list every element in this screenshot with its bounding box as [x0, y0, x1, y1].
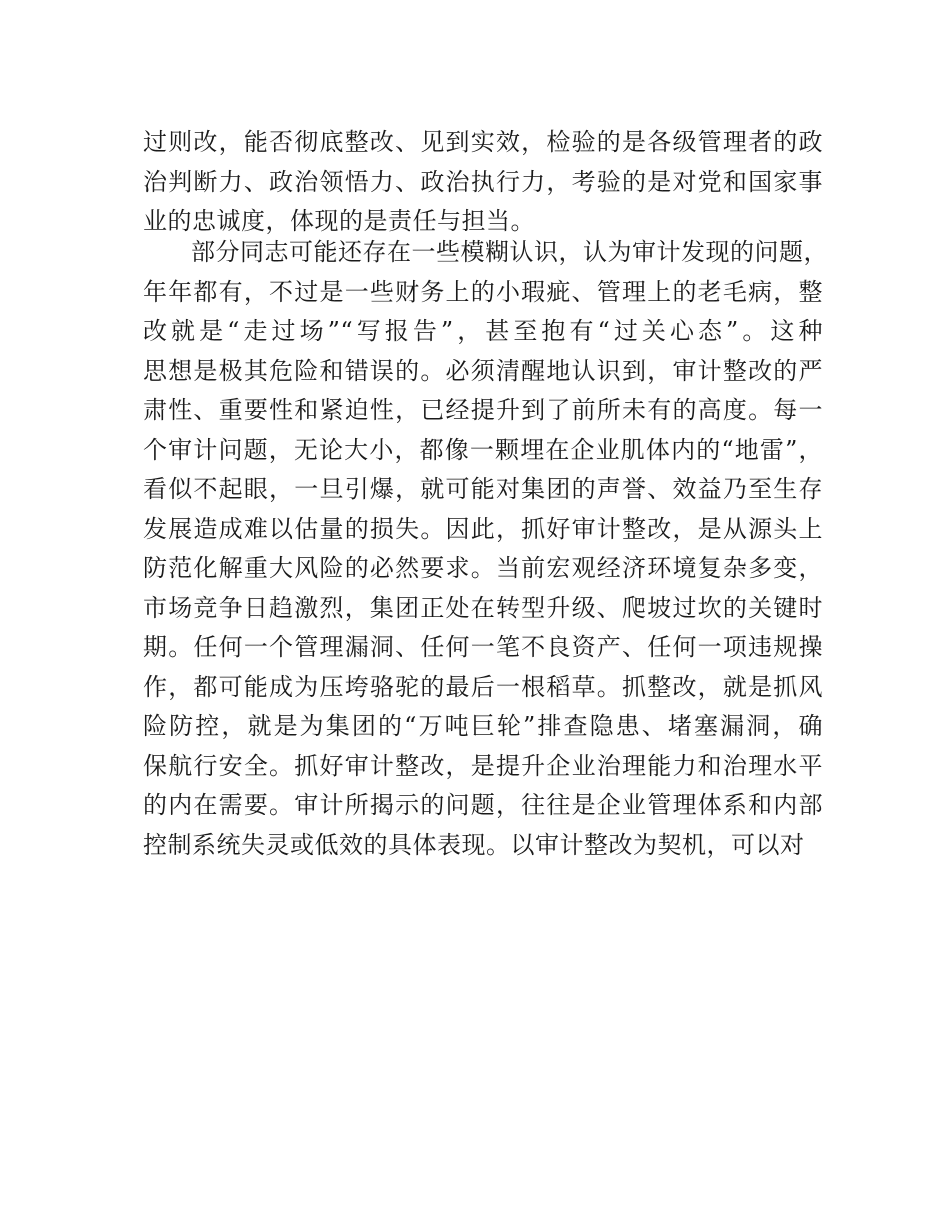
- paragraph-line: 发展造成难以估量的损失。因此，抓好审计整改，是从源头上: [143, 514, 823, 543]
- paragraph-line: 控制系统失灵或低效的具体表现。以审计整改为契机，可以对: [143, 830, 805, 859]
- paragraph-line: 业的忠诚度，体现的是责任与担当。: [143, 207, 535, 235]
- paragraph-line: 年年都有，不过是一些财务上的小瑕疵、管理上的老毛病，整: [143, 277, 823, 306]
- paragraph-line: 看似不起眼，一旦引爆，就可能对集团的声誉、效益乃至生存: [143, 475, 823, 503]
- paragraph-line: 部分同志可能还存在一些模糊认识，认为审计发现的问题，: [191, 238, 828, 266]
- paragraph-1: [143, 123, 823, 242]
- paragraph-line: 过则改，能否彻底整改、见到实效，检验的是各级管理者的政: [143, 128, 823, 156]
- paragraph-line: 的内在需要。审计所揭示的问题，往往是企业管理体系和内部: [143, 791, 823, 819]
- paragraph-line: 期。任何一个管理漏洞、任何一笔不良资产、任何一项违规操: [143, 633, 823, 661]
- paragraph-line: 市场竞争日趋激烈，集团正处在转型升级、爬坡过坎的关键时: [143, 593, 823, 622]
- paragraph-line: 思想是极其危险和错误的。必须清醒地认识到，审计整改的严: [143, 356, 823, 385]
- paragraph-line: 个审计问题，无论大小，都像一颗埋在企业肌体内的“地雷”，: [143, 435, 823, 464]
- paragraph-2: [143, 233, 828, 865]
- paragraph-line: 作，都可能成为压垮骆驼的最后一根稻草。抓整改，就是抓风: [143, 672, 823, 701]
- paragraph-line: 肃性、重要性和紧迫性，已经提升到了前所未有的高度。每一: [143, 396, 823, 424]
- paragraph-line: 防范化解重大风险的必然要求。当前宏观经济环境复杂多变，: [143, 554, 823, 582]
- paragraph-line: 治判断力、政治领悟力、政治执行力，考验的是对党和国家事: [143, 167, 823, 196]
- paragraph-line: 险防控，就是为集团的“万吨巨轮”排查隐患、堵塞漏洞，确: [143, 712, 823, 740]
- paragraph-line: 保航行安全。抓好审计整改，是提升企业治理能力和治理水平: [143, 751, 823, 780]
- paragraph-line: 改就是“走过场”“写报告”，甚至抱有“过关心态”。这种: [143, 317, 823, 345]
